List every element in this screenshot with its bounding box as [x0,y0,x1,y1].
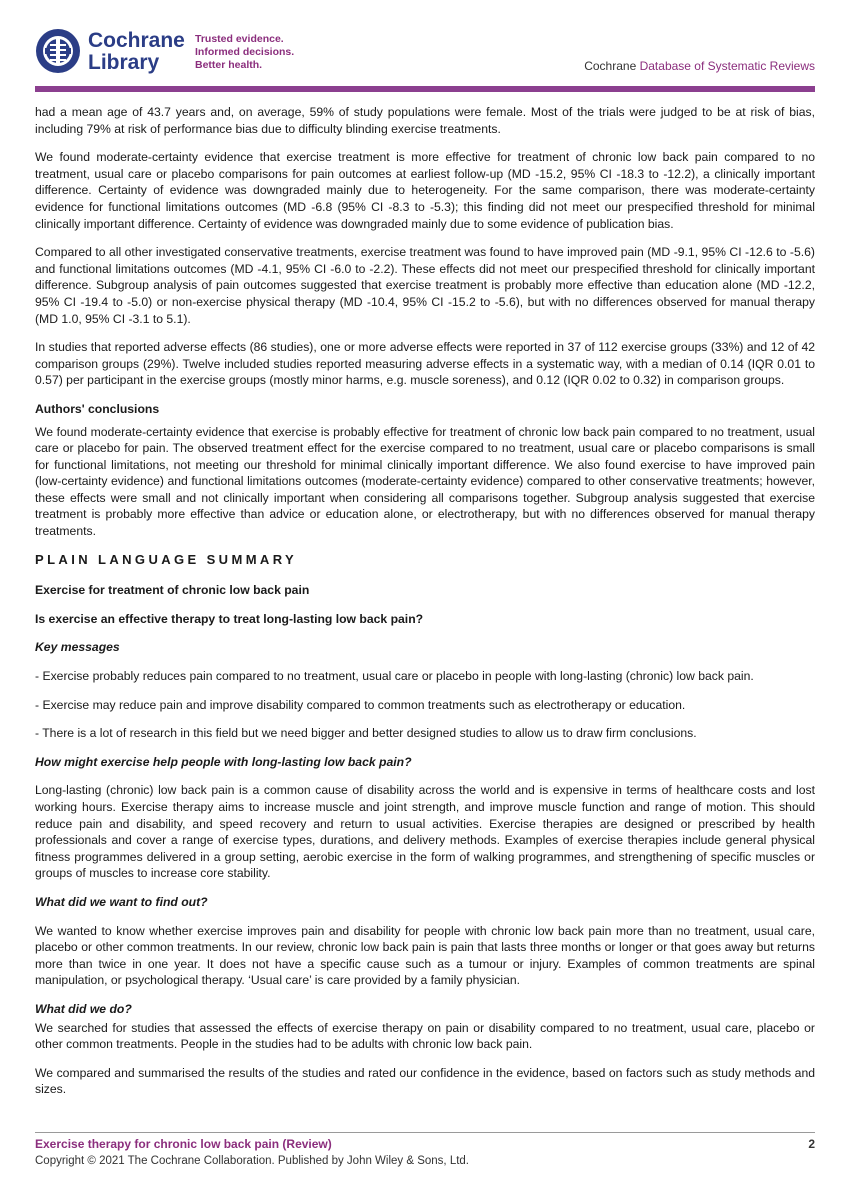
cochrane-logo-icon [35,28,81,74]
key-messages-heading: Key messages [35,640,120,655]
paragraph-want: We wanted to know whether exercise improves pain and disability for people with chronic low back pain more than no treatment, usual care, placebo or other common treatments. In our review, chronic low back pain is pain that lasts three months or longer or that goes away but returns more than twice in one year. It does not have a specific cause such as a tumour or injury. Examples of common treatments are spinal manipulation, or psychological therapy. ‘Usual care’ is care provided by a family physician. [35,923,815,988]
want-heading: What did we want to find out? [35,894,208,909]
key-message-3: - There is a lot of research in this field but we need bigger and better designed studies to allow us to draw firm conclusions. [35,726,697,741]
paragraph-adverse-effects: In studies that reported adverse effects (86 studies), one or more adverse effects were reported in 37 of 112 exercise groups (33%) and 12 of 42 comparison groups (29%). Twelve included studies reported measuring adverse effects in a systematic way, with a median of 0.14 (IQR 0.01 to 0.57) per participant in the exercise groups (mostly minor harms, e.g. muscle soreness), and 0.12 (IQR 0.02 to 0.32) in comparison groups. [35,340,815,388]
paragraph-compare: We compared and summarised the results of the studies and rated our confidence in the evidence, based on factors such as study methods and sizes. [35,1065,815,1097]
logo-line-2: Library [88,51,160,74]
database-brand: Cochrane [584,59,637,73]
tagline-line-3: Better health. [195,59,263,71]
paragraph-participants: had a mean age of 43.7 years and, on average, 59% of study populations were female. Most of the trials were judged to be at risk of bias, including 79% at risk of performance bias due to difficulty blinding exercise treatments. [35,105,815,136]
tagline-line-2: Informed decisions. [195,46,295,58]
paragraph-conclusions: We found moderate-certainty evidence that exercise is probably effective for treatment of chronic low back pain compared to no treatment, usual care or placebo for pain. The observed treatment effect for the exercise compared to no treatment, usual care or placebo comparisons is small for functional limitations, not meeting our threshold for minimal clinically important difference. We also found exercise to have improved pain (low-certainty evidence) and functional limitations outcomes (moderate-certainty evidence) compared to other conservative treatments; however, these effects were small and not clinically important when considering all comparisons together. Subgroup analysis suggested that exercise treatment is probably more effective than advice or education alone, or electrotherapy, but with no differences observed for manual therapy treatments. [35,424,815,539]
pls-question: Is exercise an effective therapy to treat long-lasting low back pain? [35,611,424,626]
plain-language-summary-heading: PLAIN LANGUAGE SUMMARY [35,551,298,567]
footer-review-title: Exercise therapy for chronic low back pain (Review) [35,1137,332,1151]
page-content [35,104,815,1110]
database-name: Database of Systematic Reviews [639,59,815,73]
tagline [195,33,294,72]
footer-divider [35,1132,815,1133]
how-heading: How might exercise help people with long-lasting low back pain? [35,754,412,769]
paragraph-main-results: We found moderate-certainty evidence that exercise treatment is more effective for treatment of chronic low back pain compared to no treatment, usual care or placebo comparisons for pain outcomes at earliest follow-up (MD -15.2, 95% CI -18.3 to -12.2), a clinically important difference. Certainty of evidence was downgraded mainly due to heterogeneity. For the same comparison, there was moderate-certainty evidence for functional limitations outcomes (MD -6.8 (95% CI -8.3 to -5.3); this finding did not meet our prespecified threshold for minimal clinically important difference. Certainty of evidence was downgraded mainly due to some evidence of publication bias. [35,150,815,231]
authors-conclusions-heading: Authors' conclusions [35,401,160,416]
key-message-2: - Exercise may reduce pain and improve disability compared to common treatments such as electrotherapy or education. [35,697,686,712]
key-message-1: - Exercise probably reduces pain compared to no treatment, usual care or placebo in people with long-lasting (chronic) low back pain. [35,669,754,684]
tagline-line-1: Trusted evidence. [195,33,284,45]
paragraph-do: We searched for studies that assessed the effects of exercise therapy on pain or disability compared to no treatment, usual care, placebo or other common treatments. People in the studies had to be adults with chronic low back pain. [35,1020,815,1052]
logo-wordmark [88,30,185,74]
paragraph-how: Long-lasting (chronic) low back pain is a common cause of disability across the world and is expensive in terms of healthcare costs and lost working hours. Exercise therapy aims to increase muscle and joint strength, and improve muscle function and range of motion. This should reduce pain and disability, and speed recovery and return to usual activities. Exercise therapies are designed or prescribed by health professionals and cover a range of exercise types, durations, and delivery methods. Examples of exercise therapies include general physical fitness programmes delivered in a group setting, aerobic exercise in the form of walking programmes, and strengthening of specific muscles or groups of muscles to increase core stability. [35,783,815,881]
page-number: 2 [808,1137,815,1151]
database-title [584,59,815,73]
header-divider [35,86,815,92]
page-header [0,0,847,92]
pls-title: Exercise for treatment of chronic low back pain [35,583,310,598]
paragraph-comparisons: Compared to all other investigated conservative treatments, exercise treatment was found to have improved pain (MD -9.1, 95% CI -12.6 to -5.6) and functional limitations outcomes (MD -4.1, 95% CI -6.0 to -2.2). These effects did not meet our prespecified threshold for clinically important difference. Subgroup analysis of pain outcomes suggested that exercise treatment is probably more effective than education alone (MD -12.2, 95% CI -19.4 to -5.0) or non-exercise physical therapy (MD -10.4, 95% CI -15.2 to -5.6), but with no differences observed for manual therapy (MD 1.0, 95% CI -3.1 to 5.1). [35,245,815,326]
do-heading: What did we do? [35,1001,132,1016]
logo-line-1: Cochrane [88,29,185,52]
copyright-notice: Copyright © 2021 The Cochrane Collaboration. Published by John Wiley & Sons, Ltd. [35,1155,470,1167]
